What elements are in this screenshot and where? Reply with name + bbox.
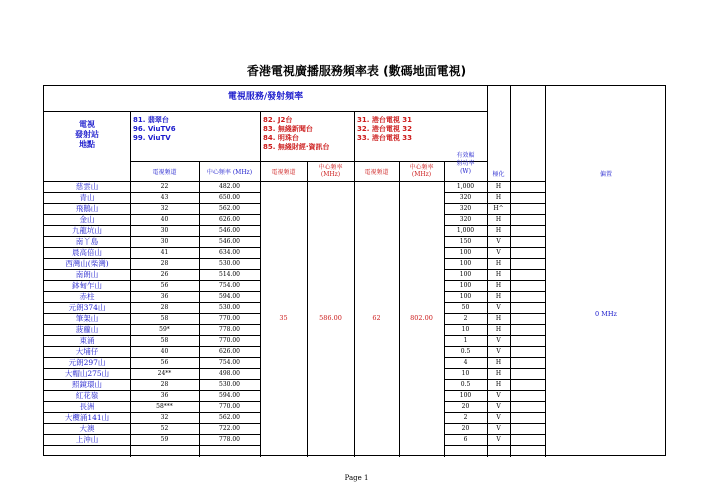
row-ch: 30 — [160, 238, 169, 245]
row-pol: V — [496, 348, 501, 355]
page-title: 香港電視廣播服務頻率表 (數碼地面電視) — [246, 64, 467, 78]
row-pol: H — [495, 370, 502, 377]
row-erp: 20 — [461, 403, 470, 410]
service-group-3: 31. 港台電視 31 32. 港台電視 32 33. 港台電視 33 — [357, 116, 413, 142]
merged-freq-3: 802.00 — [410, 314, 433, 322]
row-freq: 594.00 — [219, 293, 240, 300]
row-ch: 28 — [160, 260, 169, 267]
row-pol: H — [495, 260, 502, 267]
row-ch: 32 — [160, 414, 169, 421]
row-pol: H — [495, 227, 502, 234]
row-ch: 43 — [160, 194, 169, 201]
table-row — [44, 225, 667, 236]
row-ch: 56 — [160, 359, 169, 366]
row-erp: 10 — [461, 370, 470, 377]
row-pol: H — [495, 381, 502, 388]
station-header: 電視 發射站 地點 — [75, 120, 99, 149]
sub-channel-3: 電視頻道 — [364, 169, 389, 176]
table-row — [44, 434, 667, 445]
row-ch: 28 — [160, 381, 169, 388]
merged-channel-2: 35 — [279, 314, 288, 322]
site-name: 青山 — [79, 193, 95, 202]
row-erp: 100 — [459, 260, 472, 267]
row-pol: H — [495, 359, 502, 366]
row-pol: H — [495, 293, 502, 300]
row-erp: 0.5 — [460, 381, 471, 388]
row-erp: 2 — [463, 315, 468, 322]
row-pol: H^ — [493, 205, 504, 212]
row-freq: 546.00 — [219, 238, 240, 245]
row-erp: 320 — [459, 216, 472, 223]
site-name: 晨高倍山 — [72, 248, 102, 257]
site-name: 元朗374山 — [68, 303, 106, 312]
site-name: 南朗山 — [75, 270, 99, 279]
table-row — [44, 247, 667, 258]
row-pol: V — [496, 304, 501, 311]
row-freq: 778.00 — [219, 326, 240, 333]
row-pol: V — [496, 337, 501, 344]
row-erp: 100 — [459, 271, 472, 278]
row-ch: 36 — [160, 293, 169, 300]
table-row — [44, 379, 667, 390]
table-row — [44, 390, 667, 401]
row-pol: H — [495, 194, 502, 201]
row-pol: H — [495, 282, 502, 289]
site-name: 元朗297山 — [68, 358, 106, 367]
frequency-table — [43, 85, 666, 456]
polarization-header: 極化 — [492, 171, 505, 178]
sub-freq-2: 中心頻率 (MHz) — [318, 164, 343, 178]
row-freq: 770.00 — [219, 337, 240, 344]
site-name: 長洲 — [79, 402, 95, 411]
row-pol: H — [495, 315, 502, 322]
merged-freq-2: 586.00 — [319, 314, 342, 322]
table-row — [44, 258, 667, 269]
row-ch: 40 — [160, 348, 169, 355]
row-erp: 100 — [459, 282, 472, 289]
site-name: 上沖山 — [75, 435, 99, 444]
sub-channel-1: 電視頻道 — [152, 169, 177, 176]
row-ch: 22 — [160, 183, 169, 190]
row-freq: 634.00 — [219, 249, 240, 256]
site-name: 南丫島 — [75, 237, 99, 246]
row-pol: V — [496, 238, 501, 245]
site-name: 西灣山(柴灣) — [65, 259, 109, 268]
site-name: 東涌 — [79, 336, 95, 345]
row-erp: 100 — [459, 293, 472, 300]
row-freq: 626.00 — [219, 348, 240, 355]
row-freq: 722.00 — [219, 425, 240, 432]
row-erp: 6 — [463, 436, 468, 443]
row-erp: 150 — [459, 238, 472, 245]
site-name: 鉢甸乍山 — [72, 281, 102, 290]
row-ch: 24** — [157, 370, 172, 377]
site-name: 慈雲山 — [75, 182, 99, 191]
row-freq: 770.00 — [219, 315, 240, 322]
row-ch: 40 — [160, 216, 169, 223]
row-erp: 100 — [459, 249, 472, 256]
merged-offset: 0 MHz — [595, 310, 617, 318]
table-row — [44, 368, 667, 379]
row-ch: 30 — [160, 227, 169, 234]
table-row — [44, 401, 667, 412]
row-erp: 50 — [461, 304, 470, 311]
site-name: 大澳 — [79, 424, 95, 433]
row-ch: 56 — [160, 282, 169, 289]
site-name: 筆架山 — [75, 314, 99, 323]
row-freq: 754.00 — [219, 359, 240, 366]
row-freq: 514.00 — [219, 271, 240, 278]
row-freq: 626.00 — [219, 216, 240, 223]
row-erp: 10 — [461, 326, 470, 333]
row-ch: 36 — [160, 392, 169, 399]
row-freq: 530.00 — [219, 381, 240, 388]
row-freq: 562.00 — [219, 414, 240, 421]
row-pol: V — [496, 403, 501, 410]
row-pol: H — [495, 271, 502, 278]
row-pol: V — [496, 249, 501, 256]
row-erp: 20 — [461, 425, 470, 432]
row-freq: 482.00 — [219, 183, 240, 190]
row-ch: 58 — [160, 337, 169, 344]
row-freq: 546.00 — [219, 227, 240, 234]
table-row — [44, 324, 667, 335]
row-ch: 52 — [160, 425, 169, 432]
site-name: 照鏡環山 — [72, 380, 102, 389]
row-ch: 32 — [160, 205, 169, 212]
table-row — [44, 291, 667, 302]
site-name: 九龍坑山 — [72, 226, 102, 235]
site-name: 大欖涌141山 — [64, 413, 110, 422]
row-ch: 58 — [160, 315, 169, 322]
service-group-1: 81. 翡翠台 96. ViuTV6 99. ViuTV — [133, 116, 176, 142]
row-freq: 770.00 — [219, 403, 240, 410]
table-row — [44, 280, 667, 291]
site-name: 大帽山275山 — [64, 369, 110, 378]
row-erp: 0.5 — [460, 348, 471, 355]
service-group-2: 82. J2台 83. 無綫新聞台 84. 明珠台 85. 無綫財經·資訊台 — [263, 116, 330, 151]
erp-header: 有效輻 射功率 (W) — [456, 152, 475, 175]
row-ch: 28 — [160, 304, 169, 311]
table-row — [44, 412, 667, 423]
row-erp: 320 — [459, 194, 472, 201]
site-name: 赤柱 — [79, 292, 95, 301]
row-pol: H — [495, 326, 502, 333]
table-row — [44, 313, 667, 324]
site-name: 大埔仔 — [75, 347, 99, 356]
merged-channel-3: 62 — [372, 314, 381, 322]
sub-freq-1: 中心頻率 (MHz) — [206, 169, 253, 176]
row-pol: V — [496, 392, 501, 399]
row-ch: 59* — [159, 326, 170, 333]
row-erp: 1 — [463, 337, 468, 344]
table-row — [44, 181, 667, 192]
site-name: 紅花嶺 — [75, 391, 99, 400]
service-header: 電視服務/發射頻率 — [227, 92, 304, 102]
row-freq: 498.00 — [219, 370, 240, 377]
row-erp: 2 — [463, 414, 468, 421]
table-row — [44, 357, 667, 368]
row-erp: 4 — [463, 359, 468, 366]
row-freq: 778.00 — [219, 436, 240, 443]
offset-header: 偏置 — [599, 171, 612, 178]
site-name: 飛鵝山 — [75, 204, 99, 213]
row-pol: H — [495, 183, 502, 190]
table-row — [44, 192, 667, 203]
row-ch: 26 — [160, 271, 169, 278]
row-freq: 562.00 — [219, 205, 240, 212]
table-row — [44, 302, 667, 313]
row-pol: V — [496, 436, 501, 443]
row-ch: 41 — [160, 249, 169, 256]
row-ch: 58*** — [156, 403, 173, 410]
row-freq: 530.00 — [219, 260, 240, 267]
row-pol: V — [496, 414, 501, 421]
row-erp: 320 — [459, 205, 472, 212]
table-row — [44, 423, 667, 434]
row-erp: 100 — [459, 392, 472, 399]
table-row — [44, 335, 667, 346]
site-name: 金山 — [79, 215, 95, 224]
row-freq: 530.00 — [219, 304, 240, 311]
row-freq: 594.00 — [219, 392, 240, 399]
table-row — [44, 236, 667, 247]
table-row — [44, 214, 667, 225]
sub-freq-3: 中心頻率 (MHz) — [409, 164, 434, 178]
row-freq: 754.00 — [219, 282, 240, 289]
row-erp: 1,000 — [456, 227, 475, 234]
row-ch: 59 — [160, 436, 169, 443]
table-row — [44, 346, 667, 357]
row-freq: 650.00 — [219, 194, 240, 201]
page-footer: Page 1 — [344, 474, 369, 482]
site-name: 菠蘿山 — [75, 325, 99, 334]
sub-channel-2: 電視頻道 — [271, 169, 296, 176]
row-pol: V — [496, 425, 501, 432]
table-row — [44, 269, 667, 280]
table-row — [44, 203, 667, 214]
row-pol: H — [495, 216, 502, 223]
row-erp: 1,000 — [456, 183, 475, 190]
